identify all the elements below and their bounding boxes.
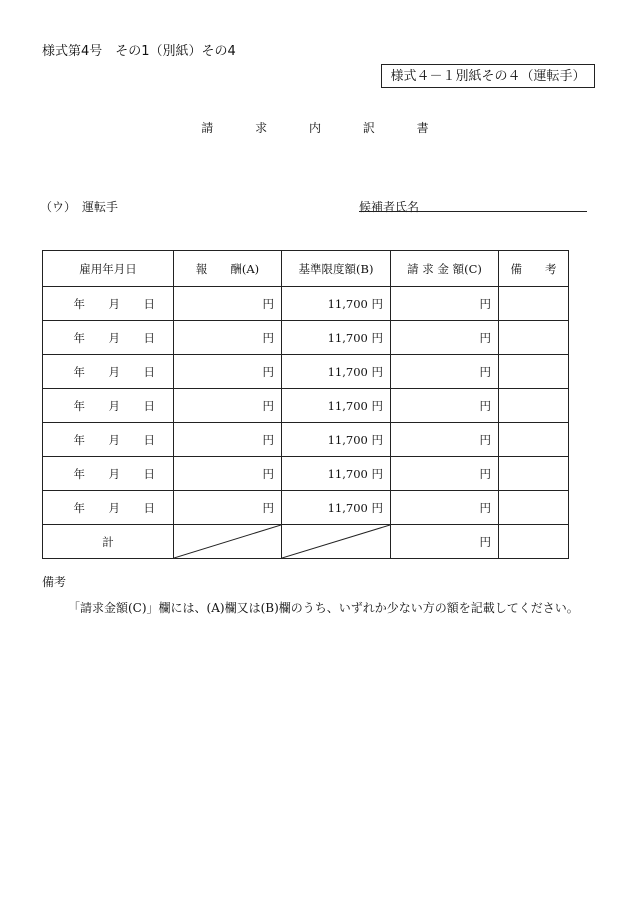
total-remuneration-cell [174, 525, 282, 559]
claim-amount-cell[interactable]: 円 [391, 287, 499, 321]
employment-date-cell[interactable] [43, 287, 174, 321]
diagonal-strike [282, 525, 390, 558]
limit-cell: 11,700 円 [282, 389, 391, 423]
date-year: 年 [73, 432, 85, 447]
date-day: 日 [143, 466, 155, 481]
title-char: 請 [201, 121, 214, 135]
remarks-cell[interactable] [499, 423, 569, 457]
date-month: 月 [108, 398, 120, 413]
candidate-name-label: 候補者氏名 [359, 200, 420, 214]
title-char: 訳 [362, 121, 375, 135]
header-claim-amount: 請 求 金 額(C) [391, 251, 499, 287]
header-remuneration: 報 酬(A) [174, 251, 282, 287]
table-row [43, 389, 569, 423]
claim-amount-cell[interactable]: 円 [391, 491, 499, 525]
remarks-cell[interactable] [499, 355, 569, 389]
employment-date-cell[interactable] [43, 389, 174, 423]
remuneration-cell[interactable]: 円 [174, 355, 282, 389]
remuneration-cell[interactable]: 円 [174, 491, 282, 525]
header-employment-date: 雇用年月日 [43, 251, 174, 287]
limit-cell: 11,700 円 [282, 423, 391, 457]
table-header-row [43, 251, 569, 287]
claim-amount-cell[interactable]: 円 [391, 389, 499, 423]
notes-heading: 備考 [42, 575, 67, 589]
remarks-cell[interactable] [499, 287, 569, 321]
claim-table [42, 250, 569, 559]
total-claim-amount[interactable]: 円 [391, 525, 499, 559]
claim-amount-cell[interactable]: 円 [391, 321, 499, 355]
employment-date-cell[interactable] [43, 321, 174, 355]
title-char: 書 [416, 121, 429, 135]
table-row [43, 491, 569, 525]
date-month: 月 [108, 500, 120, 515]
date-day: 日 [143, 296, 155, 311]
section-label: （ウ） 運転手 [40, 200, 119, 214]
total-remarks[interactable] [499, 525, 569, 559]
claim-amount-cell[interactable]: 円 [391, 423, 499, 457]
total-label: 計 [43, 525, 174, 559]
date-year: 年 [73, 398, 85, 413]
notes-body: 「請求金額(C)」欄には、(A)欄又は(B)欄のうち、いずれか少ない方の額を記載してください。 [68, 601, 579, 615]
limit-cell: 11,700 円 [282, 355, 391, 389]
remuneration-cell[interactable]: 円 [174, 457, 282, 491]
document-title [0, 119, 630, 136]
table-row [43, 423, 569, 457]
claim-amount-cell[interactable]: 円 [391, 457, 499, 491]
table-row [43, 457, 569, 491]
employment-date-cell[interactable] [43, 457, 174, 491]
remarks-cell[interactable] [499, 389, 569, 423]
remuneration-cell[interactable]: 円 [174, 423, 282, 457]
date-month: 月 [108, 364, 120, 379]
remuneration-cell[interactable]: 円 [174, 389, 282, 423]
employment-date-cell[interactable] [43, 355, 174, 389]
date-month: 月 [108, 466, 120, 481]
date-month: 月 [108, 432, 120, 447]
diagonal-strike [174, 525, 281, 558]
candidate-name-field[interactable] [359, 211, 587, 212]
remuneration-cell[interactable]: 円 [174, 287, 282, 321]
employment-date-cell[interactable] [43, 491, 174, 525]
remarks-cell[interactable] [499, 457, 569, 491]
header-limit: 基準限度額(B) [282, 251, 391, 287]
limit-cell: 11,700 円 [282, 491, 391, 525]
date-year: 年 [73, 364, 85, 379]
table-row [43, 355, 569, 389]
table-row [43, 287, 569, 321]
limit-cell: 11,700 円 [282, 321, 391, 355]
table-row [43, 321, 569, 355]
date-year: 年 [73, 296, 85, 311]
form-number: 様式第4号 その1（別紙）その4 [42, 44, 236, 59]
date-day: 日 [143, 432, 155, 447]
claim-amount-cell[interactable]: 円 [391, 355, 499, 389]
date-month: 月 [108, 330, 120, 345]
date-year: 年 [73, 330, 85, 345]
title-char: 求 [255, 121, 268, 135]
date-day: 日 [143, 364, 155, 379]
remarks-cell[interactable] [499, 491, 569, 525]
date-day: 日 [143, 500, 155, 515]
total-row [43, 525, 569, 559]
date-month: 月 [108, 296, 120, 311]
date-day: 日 [143, 330, 155, 345]
remarks-cell[interactable] [499, 321, 569, 355]
title-char: 内 [308, 121, 321, 135]
date-year: 年 [73, 500, 85, 515]
employment-date-cell[interactable] [43, 423, 174, 457]
form-type-box: 様式４－１別紙その４（運転手） [381, 64, 595, 88]
limit-cell: 11,700 円 [282, 457, 391, 491]
header-remarks: 備 考 [499, 251, 569, 287]
remuneration-cell[interactable]: 円 [174, 321, 282, 355]
date-year: 年 [73, 466, 85, 481]
date-day: 日 [143, 398, 155, 413]
limit-cell: 11,700 円 [282, 287, 391, 321]
total-limit-cell [282, 525, 391, 559]
